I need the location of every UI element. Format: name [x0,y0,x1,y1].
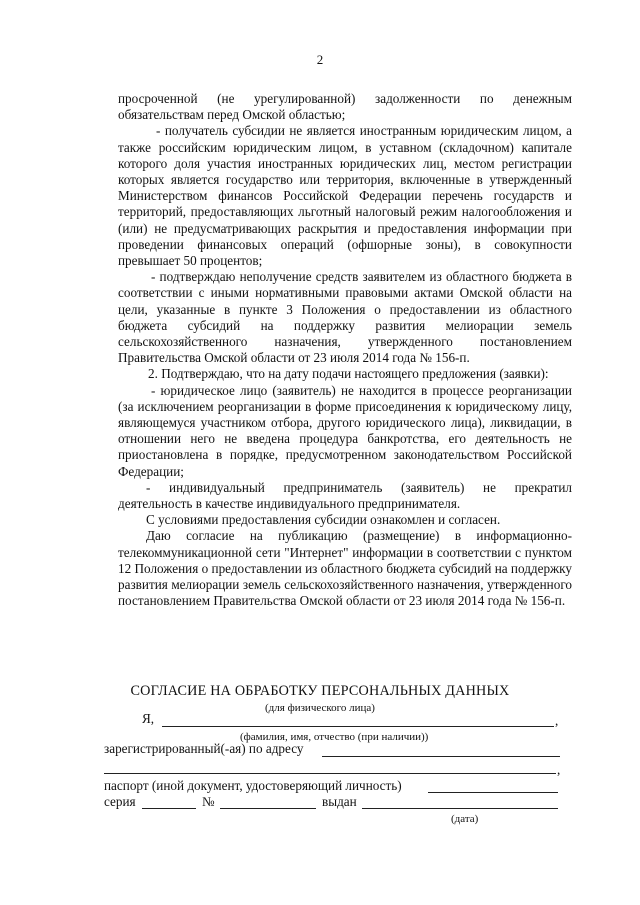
date-caption: (дата) [451,813,479,825]
number-label: № [202,794,215,809]
address-line-1[interactable] [322,756,560,757]
paragraph-foreign-entity: - получатель субсидии не является иностранным юридическим лицом, а также российским юридическим лицом, в уставном (складочном) капитале которого доля участия иностранных юридических лиц, местом регистрации которых является государство или территория, включенные в утвержденный Министерством финансов Российской Федерации перечень государств и территорий, предоставляющих льготный налоговый режим налогообложения и (или) не предусматривающих раскрытия и предоставления информации при проведении финансовых операций (офшорные зоны), в совокупности превышает 50 процентов; [118,123,572,269]
ya-label: Я, [142,711,155,726]
consent-title: СОГЛАСИЕ НА ОБРАБОТКУ ПЕРСОНАЛЬНЫХ ДАННЫХ [130,683,510,699]
fio-comma: , [555,713,559,728]
address-label: зарегистрированный(-ая) по адресу [104,741,304,756]
paragraph-debt: просроченной (не урегулированной) задолженности по денежным обязательствам перед Омской областью; [118,91,572,123]
passport-label: паспорт (иной документ, удостоверяющий личность) [104,778,402,793]
paragraph-no-funds: - подтверждаю неполучение средств заявителем из областного бюджета в соответствии с иными нормативными правовыми актами Омской области на цели, указанные в пункте 3 Положения о предоставлении из областного бюджета субсидий на поддержку развития мелиорации земель сельскохозяйственного назначения, утвержденного постановлением Правительства Омской области от 23 июля 2014 года № 156-п. [118,269,572,366]
paragraph-publication-consent: Даю согласие на публикацию (размещение) в информационно-телекоммуникационной сети "Интернет" информации в соответствии с пунктом 12 Положения о предоставлении из областного бюджета субсидий на поддержку развития мелиорации земель сельскохозяйственного назначения, утвержденного постановлением Правительства Омской области от 23 июля 2014 года № 156-п. [118,528,572,609]
address-line-2[interactable] [104,773,556,774]
paragraph-agree-conditions: С условиями предоставления субсидии ознакомлен и согласен. [146,512,501,528]
paragraph-entrepreneur: - индивидуальный предприниматель (заявитель) не прекратил деятельность в качестве индивидуального предпринимателя. [118,479,572,512]
paragraph-confirm-date: 2. Подтверждаю, что на дату подачи настоящего предложения (заявки): [148,366,549,382]
issued-line[interactable] [362,808,558,809]
consent-subtitle: (для физического лица) [265,702,375,714]
fio-caption: (фамилия, имя, отчество (при наличии)) [240,731,429,743]
page-number: 2 [316,52,324,67]
document-body [118,91,572,610]
fio-line[interactable] [162,726,554,727]
issued-label: выдан [322,794,357,809]
passport-line[interactable] [428,792,558,793]
series-line[interactable] [142,808,196,809]
paragraph-legal-entity: - юридическое лицо (заявитель) не находится в процессе реорганизации (за исключением реорганизации в форме присоединения к юридическому лицу, являющемуся участником отбора, другого юридического лица), ликвидации, в отношении него не введена процедура банкротства, его деятельность не приостановлена в порядке, предусмотренном законодательством Российской Федерации; [118,382,572,479]
series-label: серия [104,794,136,809]
number-line[interactable] [220,808,316,809]
address-comma: , [557,762,561,777]
